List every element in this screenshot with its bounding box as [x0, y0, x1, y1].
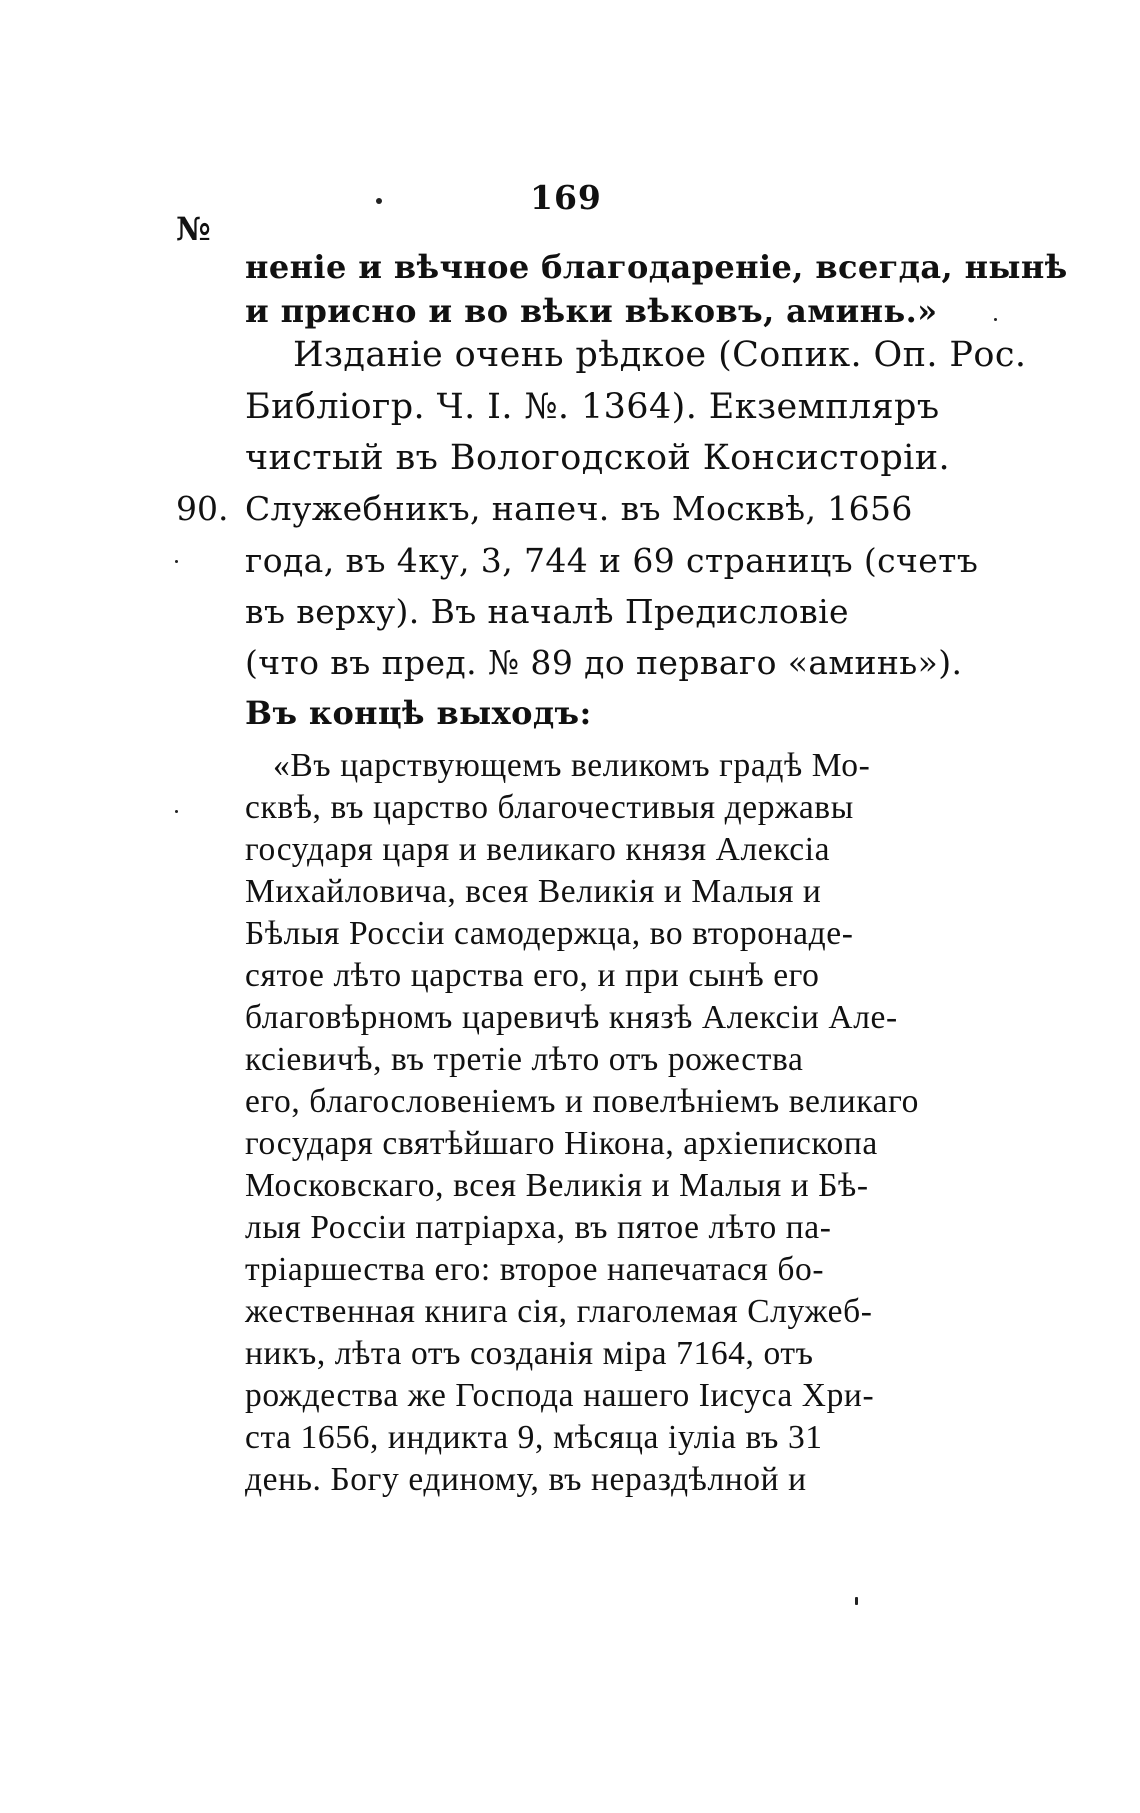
quote-line: благовѣрномъ царевичѣ князѣ Алексіи Але-: [245, 999, 898, 1036]
ink-dot: [376, 198, 382, 204]
quote-line: государя царя и великаго князя Алексіа: [245, 831, 831, 868]
text-line: въ верху). Въ началѣ Предисловіе: [245, 592, 849, 631]
text-line: неніе и вѣчное благодареніе, всегда, нынѣ: [245, 248, 1068, 286]
quote-line: Московскаго, всея Великія и Малыя и Бѣ-: [245, 1167, 869, 1204]
quote-line: день. Богу единому, въ нераздѣлной и: [245, 1461, 807, 1498]
ink-speck: [175, 560, 178, 563]
text-line: Изданіе очень рѣдкое (Сопик. Оп. Рос.: [293, 335, 1027, 375]
quote-line: Бѣлыя Россіи самодержца, во второнаде-: [245, 915, 854, 952]
ink-speck: [994, 318, 997, 321]
ink-speck: [855, 1597, 858, 1605]
text-line: года, въ 4ку, 3, 744 и 69 страницъ (счетъ: [245, 541, 979, 580]
quote-line: ксіевичѣ, въ третіе лѣто отъ рожества: [245, 1041, 804, 1078]
margin-number-sign: №: [176, 210, 211, 248]
quote-line: его, благословеніемъ и повелѣніемъ великаго: [245, 1083, 919, 1120]
quote-line: тріаршества его: второе напечатася бо-: [245, 1251, 825, 1288]
text-line: (что въ пред. № 89 до перваго «аминь»).: [245, 643, 963, 682]
quote-line: жественная книга сія, глаголемая Служеб-: [245, 1293, 873, 1330]
quote-line: лыя Россіи патріарха, въ пятое лѣто па-: [245, 1209, 832, 1246]
text-line: и присно и во вѣки вѣковъ, аминь.»: [245, 292, 938, 330]
ink-speck: [175, 810, 178, 813]
text-line: Въ концѣ выходъ:: [245, 694, 592, 732]
quote-line: сятое лѣто царства его, и при сынѣ его: [245, 957, 820, 994]
text-line: Библіогр. Ч. I. №. 1364). Екземпляръ: [245, 387, 940, 427]
quote-line: никъ, лѣта отъ созданія міра 7164, отъ: [245, 1335, 814, 1372]
entry-number: 90.: [176, 489, 229, 528]
text-line: Служебникъ, напеч. въ Москвѣ, 1656: [245, 489, 913, 528]
text-line: чистый въ Вологодской Консисторіи.: [245, 438, 951, 478]
page-number: 169: [530, 178, 602, 217]
quote-line: государя святѣйшаго Нікона, архіепископа: [245, 1125, 878, 1162]
quote-line: рождества же Господа нашего Іисуса Хри-: [245, 1377, 875, 1414]
quote-line: сквѣ, въ царство благочестивыя державы: [245, 789, 854, 826]
quote-line: ста 1656, индикта 9, мѣсяца іуліа въ 31: [245, 1419, 823, 1456]
quote-line: Михайловича, всея Великія и Малыя и: [245, 873, 822, 910]
quote-line: «Въ царствующемъ великомъ градѣ Мо-: [273, 747, 871, 784]
